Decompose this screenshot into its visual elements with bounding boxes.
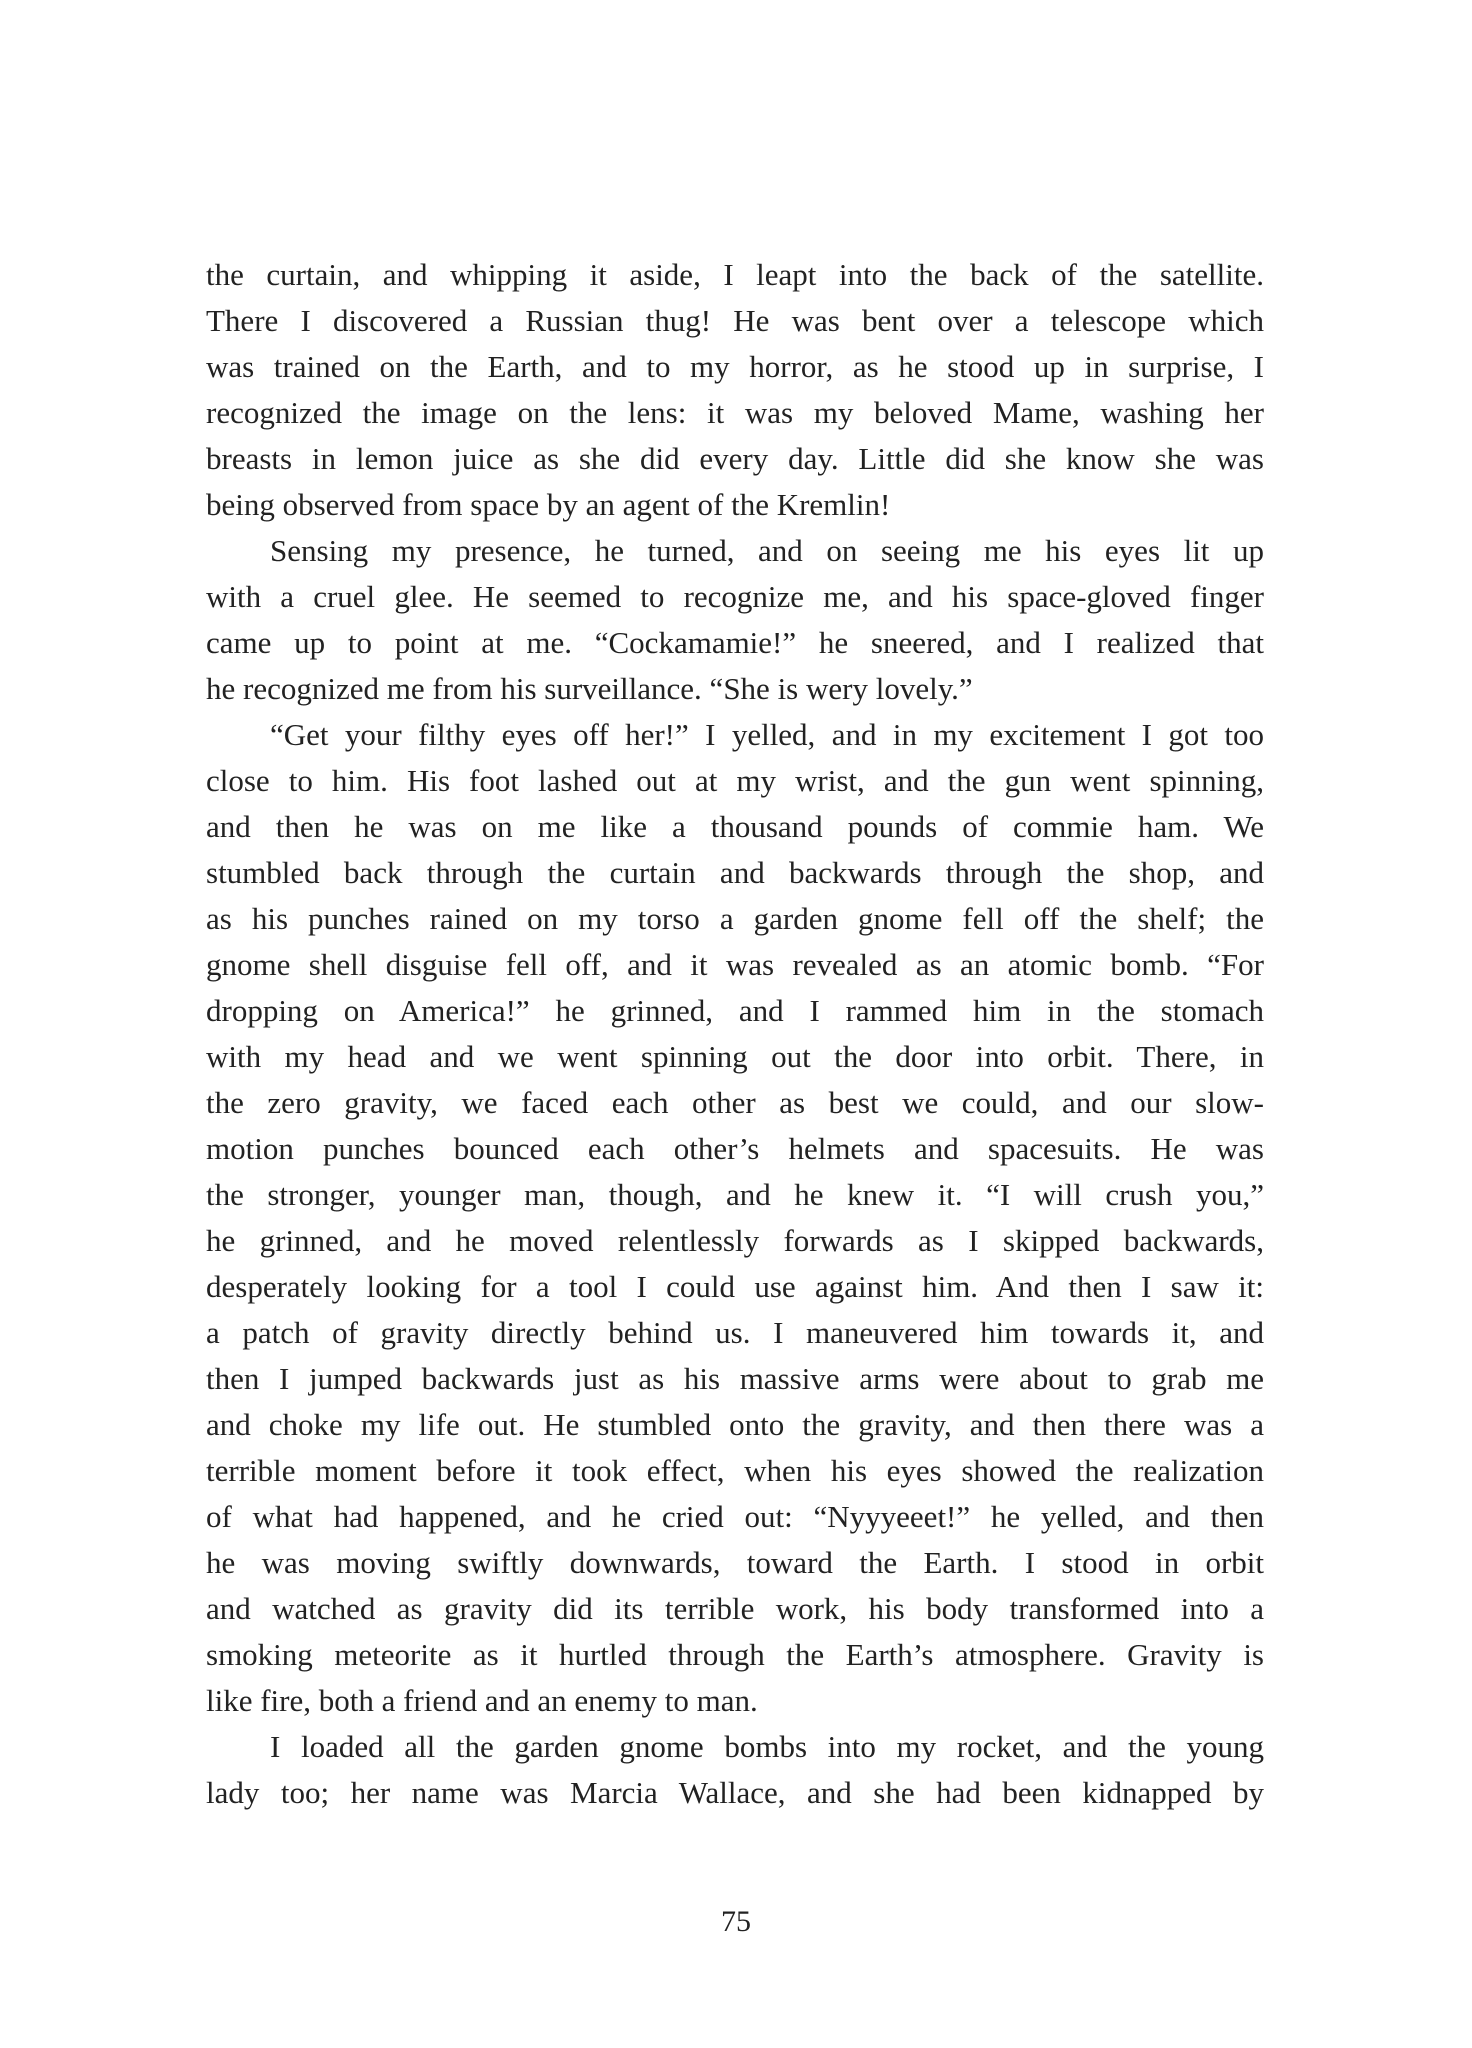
- text-line: I loaded all the garden gnome bombs into my rocket, and the young: [270, 1729, 1264, 1764]
- text-line: gnome shell disguise fell off, and it was revealed as an atomic bomb. “For: [206, 947, 1264, 982]
- text-line: being observed from space by an agent of the Kremlin!: [206, 487, 891, 522]
- text-line: Sensing my presence, he turned, and on seeing me his eyes lit up: [270, 533, 1264, 568]
- text-line: and watched as gravity did its terrible work, his body transformed into a: [206, 1591, 1264, 1626]
- text-line: the stronger, younger man, though, and he knew it. “I will crush you,”: [206, 1177, 1264, 1212]
- text-line: terrible moment before it took effect, when his eyes showed the realization: [206, 1453, 1264, 1488]
- text-line: he was moving swiftly downwards, toward the Earth. I stood in orbit: [206, 1545, 1264, 1580]
- text-line: a patch of gravity directly behind us. I maneuvered him towards it, and: [206, 1315, 1264, 1350]
- text-line: he grinned, and he moved relentlessly forwards as I skipped backwards,: [206, 1223, 1264, 1258]
- text-line: breasts in lemon juice as she did every day. Little did she know she was: [206, 441, 1264, 476]
- text-line: with a cruel glee. He seemed to recognize me, and his space-gloved finger: [206, 579, 1264, 614]
- text-line: like fire, both a friend and an enemy to man.: [206, 1683, 758, 1718]
- text-line: and then he was on me like a thousand pounds of commie ham. We: [206, 809, 1264, 844]
- page-number: 75: [721, 1905, 751, 1938]
- text-line: as his punches rained on my torso a garden gnome fell off the shelf; the: [206, 901, 1264, 936]
- text-line: of what had happened, and he cried out: “Nyyyeeet!” he yelled, and then: [206, 1499, 1264, 1534]
- text-line: with my head and we went spinning out the door into orbit. There, in: [206, 1039, 1264, 1074]
- text-line: “Get your filthy eyes off her!” I yelled, and in my excitement I got too: [270, 717, 1264, 752]
- text-line: and choke my life out. He stumbled onto the gravity, and then there was a: [206, 1407, 1264, 1442]
- text-line: desperately looking for a tool I could use against him. And then I saw it:: [206, 1269, 1264, 1304]
- text-line: There I discovered a Russian thug! He was bent over a telescope which: [206, 303, 1264, 338]
- text-line: close to him. His foot lashed out at my wrist, and the gun went spinning,: [206, 763, 1264, 798]
- body-text: [206, 252, 1264, 1816]
- text-line: the zero gravity, we faced each other as best we could, and our slow-: [206, 1085, 1264, 1120]
- text-line: then I jumped backwards just as his massive arms were about to grab me: [206, 1361, 1264, 1396]
- text-line: smoking meteorite as it hurtled through the Earth’s atmosphere. Gravity is: [206, 1637, 1264, 1672]
- text-line: he recognized me from his surveillance. “She is wery lovely.”: [206, 671, 973, 706]
- text-line: the curtain, and whipping it aside, I leapt into the back of the satellite.: [206, 257, 1264, 292]
- text-line: stumbled back through the curtain and backwards through the shop, and: [206, 855, 1264, 890]
- text-line: recognized the image on the lens: it was my beloved Mame, washing her: [206, 395, 1264, 430]
- text-line: motion punches bounced each other’s helmets and spacesuits. He was: [206, 1131, 1264, 1166]
- text-line: dropping on America!” he grinned, and I rammed him in the stomach: [206, 993, 1264, 1028]
- text-line: lady too; her name was Marcia Wallace, and she had been kidnapped by: [206, 1775, 1264, 1810]
- text-line: came up to point at me. “Cockamamie!” he sneered, and I realized that: [206, 625, 1264, 660]
- text-line: was trained on the Earth, and to my horror, as he stood up in surprise, I: [206, 349, 1264, 384]
